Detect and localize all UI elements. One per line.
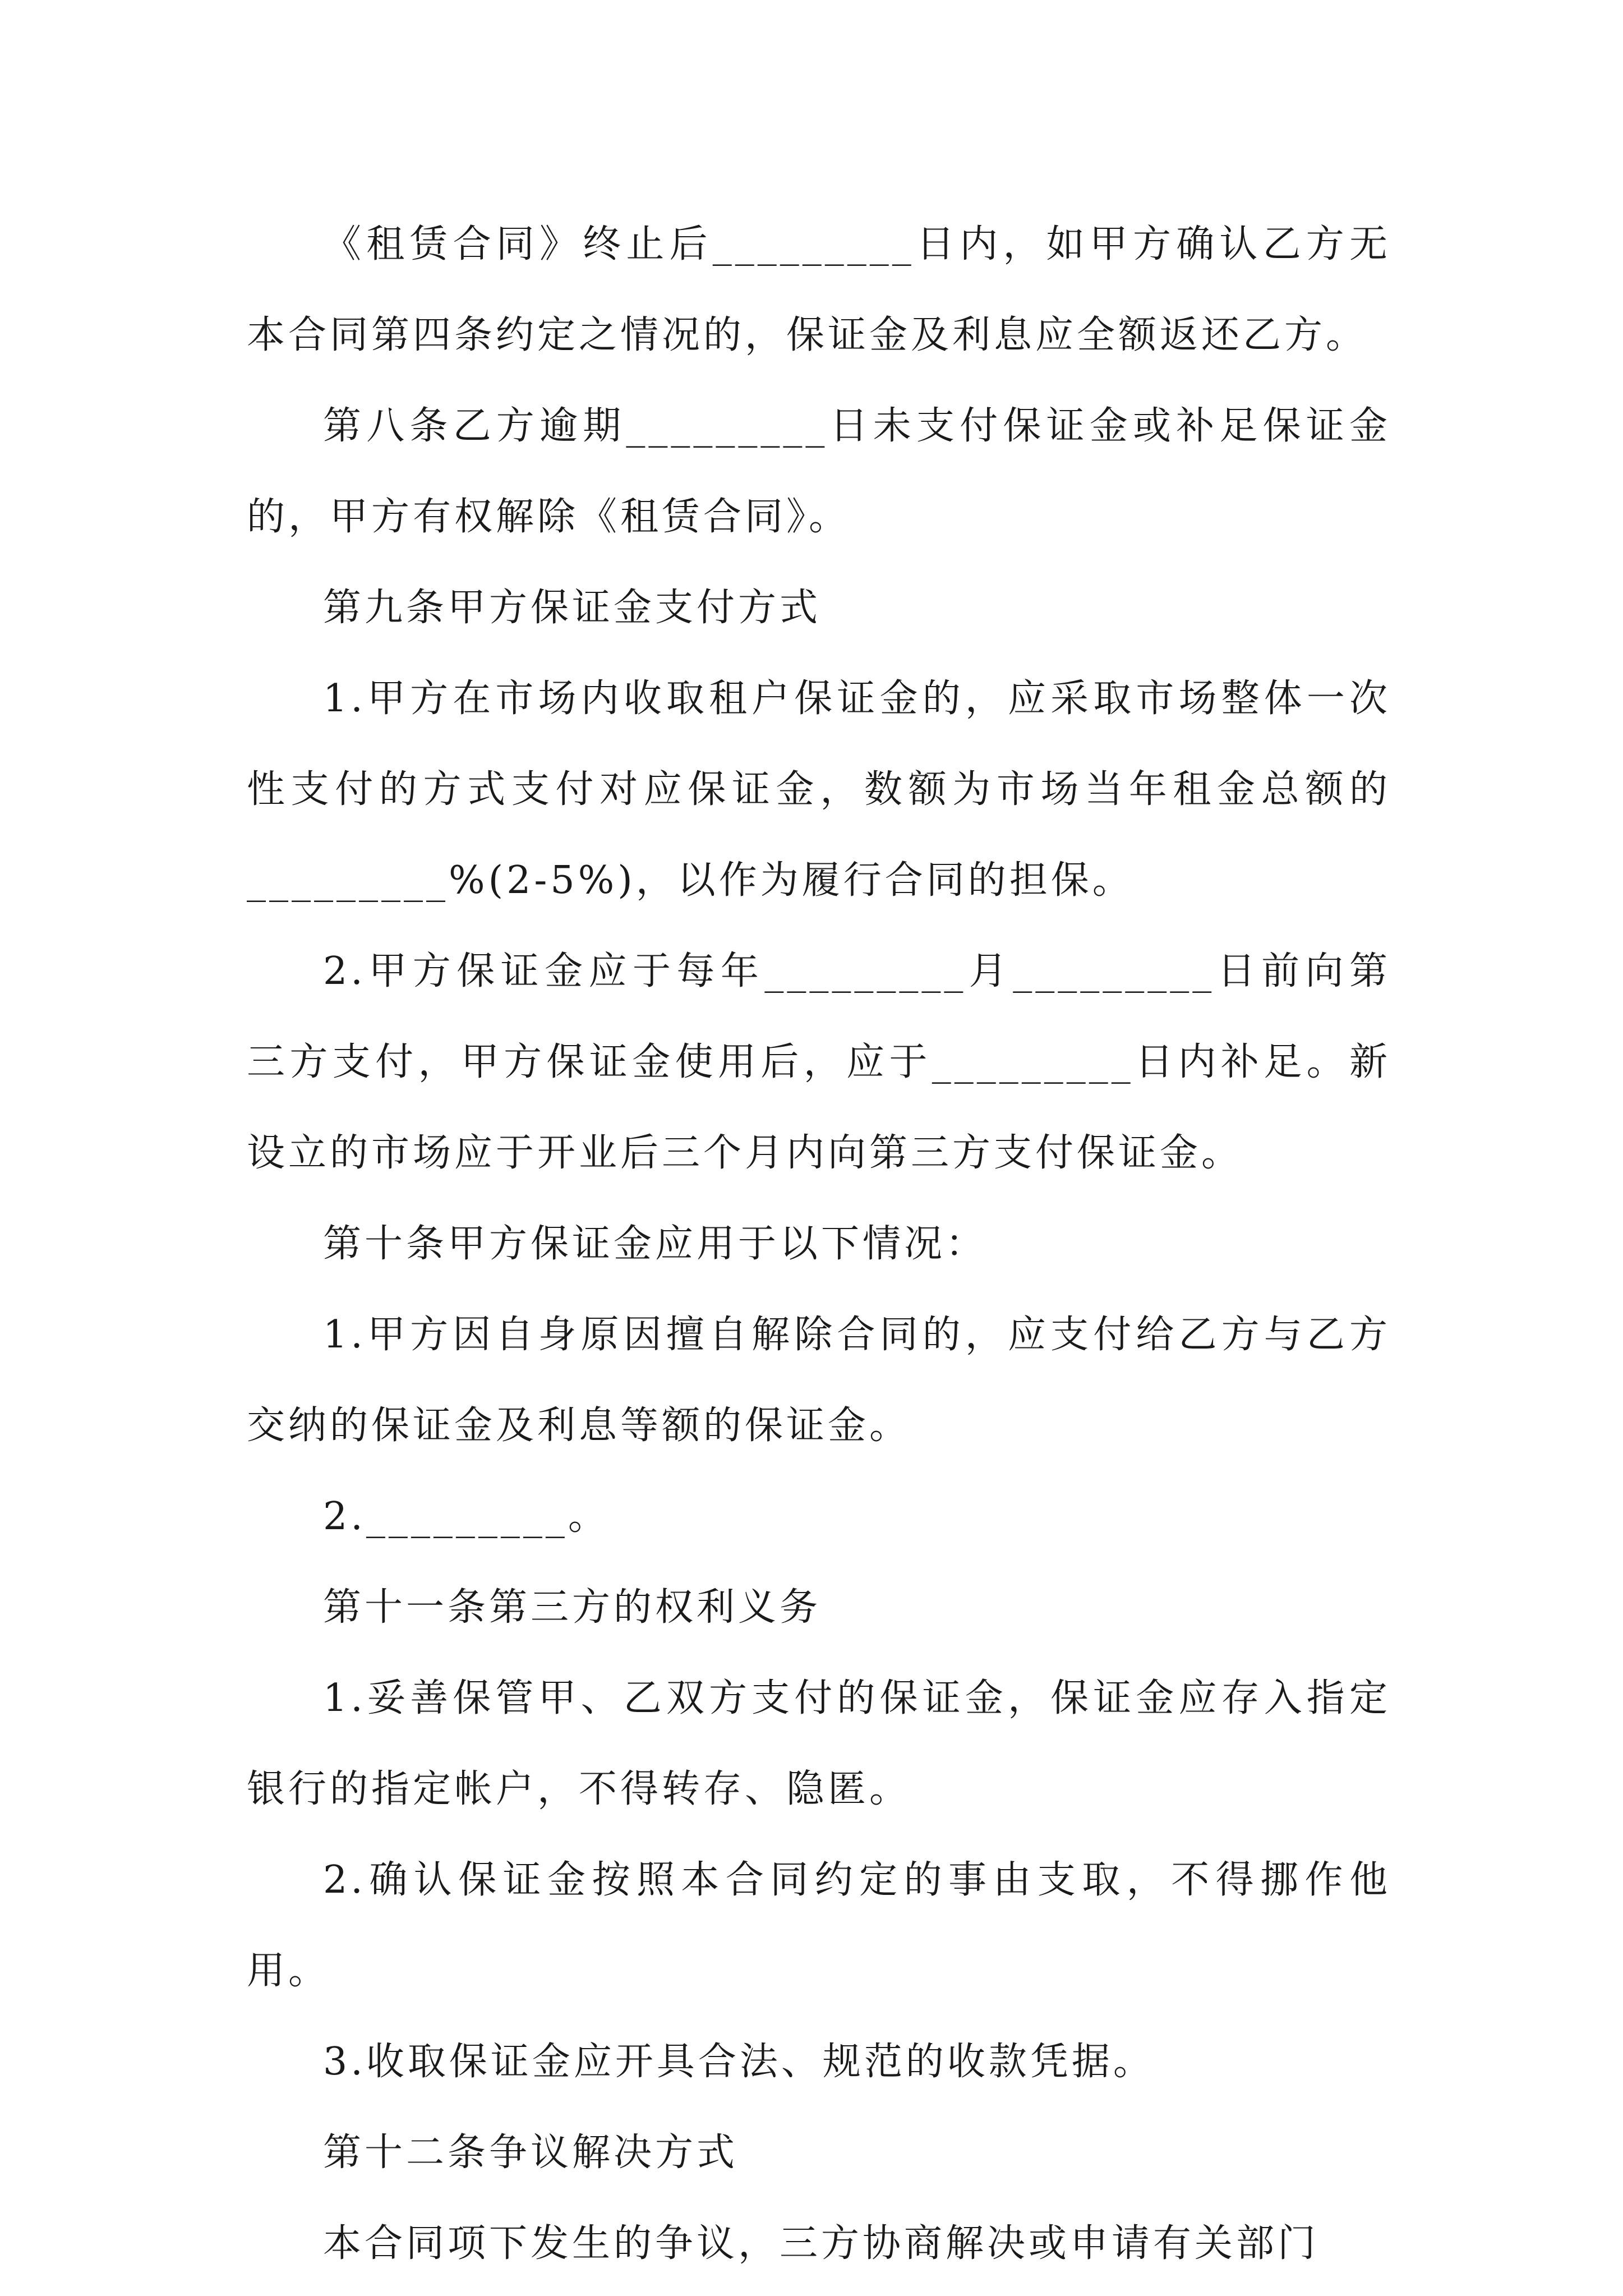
- heading-article-9: 第九条甲方保证金支付方式: [323, 586, 822, 630]
- paragraph-article-11-item-1: 1.妥善保管甲、乙双方支付的保证金，保证金应存入指定银行的指定帐户，不得转存、隐匿。: [247, 1676, 1391, 1811]
- paragraph-article-11-item-2: 2.确认保证金按照本合同约定的事由支取，不得挪作他用。: [247, 1858, 1391, 1993]
- heading-article-11: 第十一条第三方的权利义务: [323, 1585, 822, 1630]
- paragraph-article-11-item-3: 3.收取保证金应开具合法、规范的收款凭据。: [323, 2040, 1155, 2084]
- paragraph-article-12-body: 本合同项下发生的争议，三方协商解决或申请有关部门: [323, 2221, 1320, 2266]
- paragraph-deposit-return: 《租赁合同》终止后_________日内，如甲方确认乙方无本合同第四条约定之情况的，保证金及利息应全额返还乙方。: [247, 222, 1391, 357]
- heading-article-10: 第十条甲方保证金应用于以下情况：: [323, 1222, 988, 1266]
- paragraph-article-9-item-2: 2.甲方保证金应于每年_________月_________日前向第三方支付，甲方保证金使用后，应于_________日内补足。新设立的市场应于开业后三个月内向第三方支付保证金。: [247, 949, 1391, 1175]
- paragraph-article-10-item-2: 2._________。: [323, 1494, 610, 1539]
- paragraph-article-9-item-1: 1.甲方在市场内收取租户保证金的，应采取市场整体一次性支付的方式支付对应保证金，数额为市场当年租金总额的_________%(2-5%)，以作为履行合同的担保。: [247, 677, 1391, 903]
- paragraph-article-10-item-1: 1.甲方因自身原因擅自解除合同的，应支付给乙方与乙方交纳的保证金及利息等额的保证金。: [247, 1313, 1391, 1448]
- heading-article-12: 第十二条争议解决方式: [323, 2131, 739, 2175]
- document-body: [247, 199, 1391, 2289]
- paragraph-article-8: 第八条乙方逾期_________日未支付保证金或补足保证金的，甲方有权解除《租赁合同》。: [247, 404, 1391, 539]
